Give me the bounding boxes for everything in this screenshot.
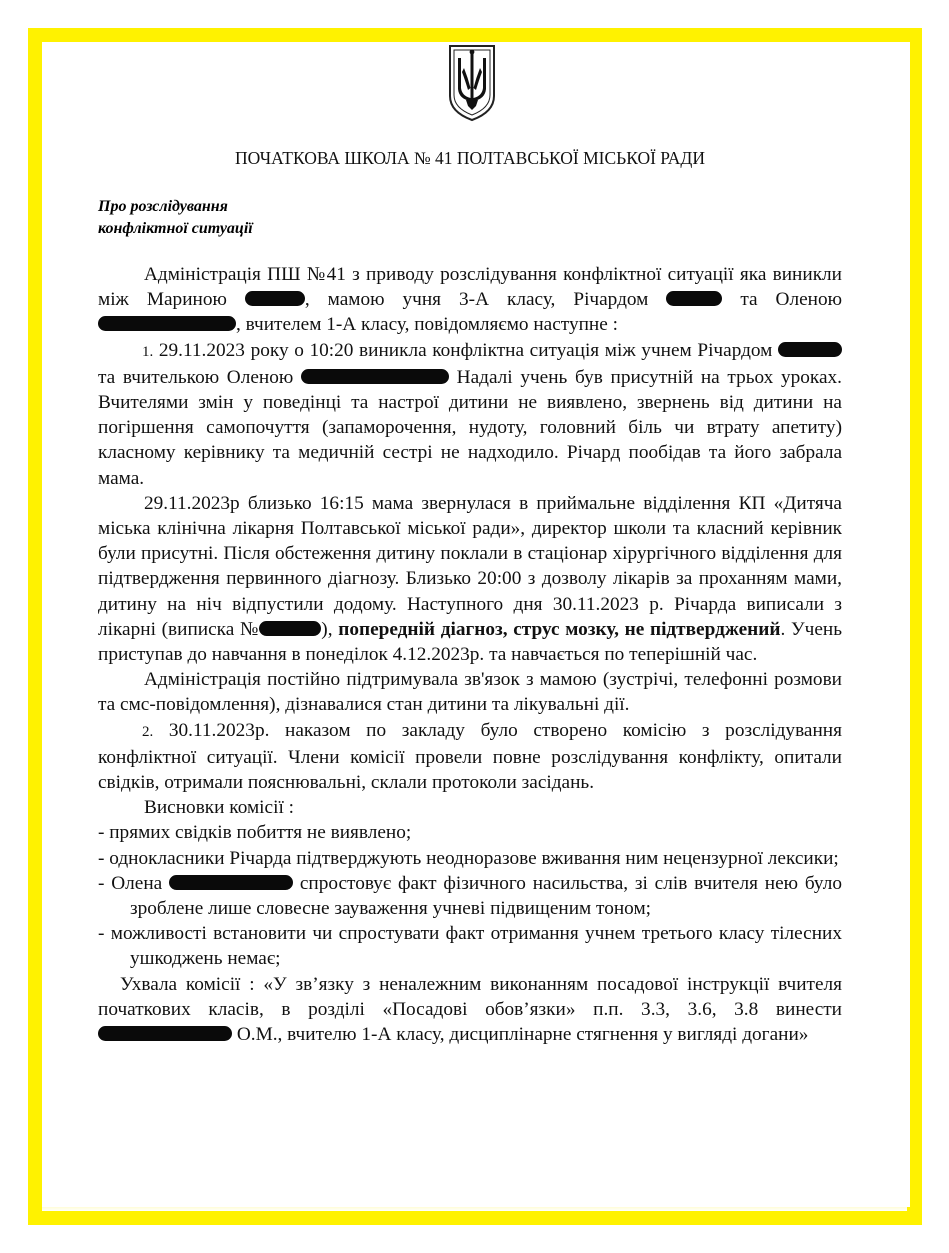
coat-of-arms-icon — [446, 44, 498, 122]
redaction — [98, 1026, 232, 1041]
item-number: 1. — [142, 343, 154, 360]
document-body — [98, 262, 842, 1047]
conclusion-item: - однокласники Річарда підтверджують неодноразове вживання ним нецензурної лексики; — [98, 847, 839, 869]
item-1-paragraph: 1. 29.11.2023 року о 10:20 виникла конфліктна ситуація між учнем Річардом та вчителькою Оленою Надалі учень був присутній на трьох уроках. Вчителями змін у поведінці та настрої дитини не виявлено, звернень від дитини на погіршення самопочуття (запаморочення, нудоту, головний біль чи втрату апетиту) класному керівнику та медичній сестрі не надходило. Річард пообідав та його забрала мама. — [98, 339, 843, 489]
intro-paragraph: Адміністрація ПШ №41 з приводу розслідування конфліктної ситуації яка виникли між Мариною , мамою учня 3-А класу, Річардом та Оленою , вчителем 1-А класу, повідомляємо наступне : — [98, 264, 842, 336]
redaction — [169, 875, 293, 890]
subject-block — [98, 196, 253, 240]
subject-line-1: Про розслідування — [98, 198, 228, 215]
school-name: ПОЧАТКОВА ШКОЛА № 41 ПОЛТАВСЬКОЇ МІСЬКОЇ РАДИ — [234, 148, 706, 168]
redaction — [778, 342, 842, 357]
subject-line-2: конфліктної ситуації — [98, 220, 253, 237]
contact-paragraph: Адміністрація постійно підтримувала зв'язок з мамою (зустрічі, телефонні розмови та смс-повідомлення), дізнавалися стан дитини та лікувальні дії. — [98, 669, 842, 716]
bottom-fade — [42, 1185, 907, 1211]
redaction — [245, 291, 305, 306]
hospital-paragraph: 29.11.2023р близько 16:15 мама звернулася в приймальне відділення КП «Дитяча міська клінічна лікарня Полтавської міської ради», директор школи та класний керівник були присутні. Після обстеження дитину поклали в стаціонар хірургічного відділення для підтвердження первинного діагнозу. Близько 20:00 з дозволу лікарів за проханням мами, дитину на ніч відпустили додому. Наступного дня 30.11.2023 р. Річарда виписали з лікарні (виписка № ), попередній діагноз, струс мозку, не підтверджений. Учень приступав до навчання в понеділок 4.12.2023р. та навчається по теперішній час. — [98, 492, 843, 666]
redaction — [301, 369, 449, 384]
item-number: 2. — [142, 723, 154, 740]
redaction — [666, 291, 722, 306]
redaction — [259, 621, 321, 636]
conclusion-item: - прямих свідків побиття не виявлено; — [98, 822, 412, 844]
item-2-paragraph: 2. 30.11.2023р. наказом по закладу було створено комісію з розслідування конфліктної ситуації. Члени комісії провели повне розслідування конфлікту, опитали свідків, отримали пояснювальні, склали протоколи засідань. — [98, 719, 842, 794]
conclusion-item: - Олена спростовує факт фізичного насильства, зі слів вчителя нею було зроблене лише словесне зауваження учневі підвищеним тоном; — [98, 872, 842, 920]
conclusion-item: - можливості встановити чи спростувати факт отримання учнем третього класу тілесних ушкоджень немає; — [98, 923, 842, 970]
diagnosis-highlight: попередній діагноз, струс мозку, не підтверджений — [338, 618, 781, 640]
resolution-paragraph: Ухвала комісії : «У зв’язку з неналежним виконанням посадової інструкції вчителя початкових класів, в розділі «Посадові обов’язки» п.п. 3.3, 3.6, 3.8 винести О.М., вчителю 1-А класу, дисциплінарне стягнення у вигляді догани» — [98, 973, 842, 1046]
conclusions-heading: Висновки комісії : — [144, 797, 294, 819]
redaction — [98, 316, 236, 331]
